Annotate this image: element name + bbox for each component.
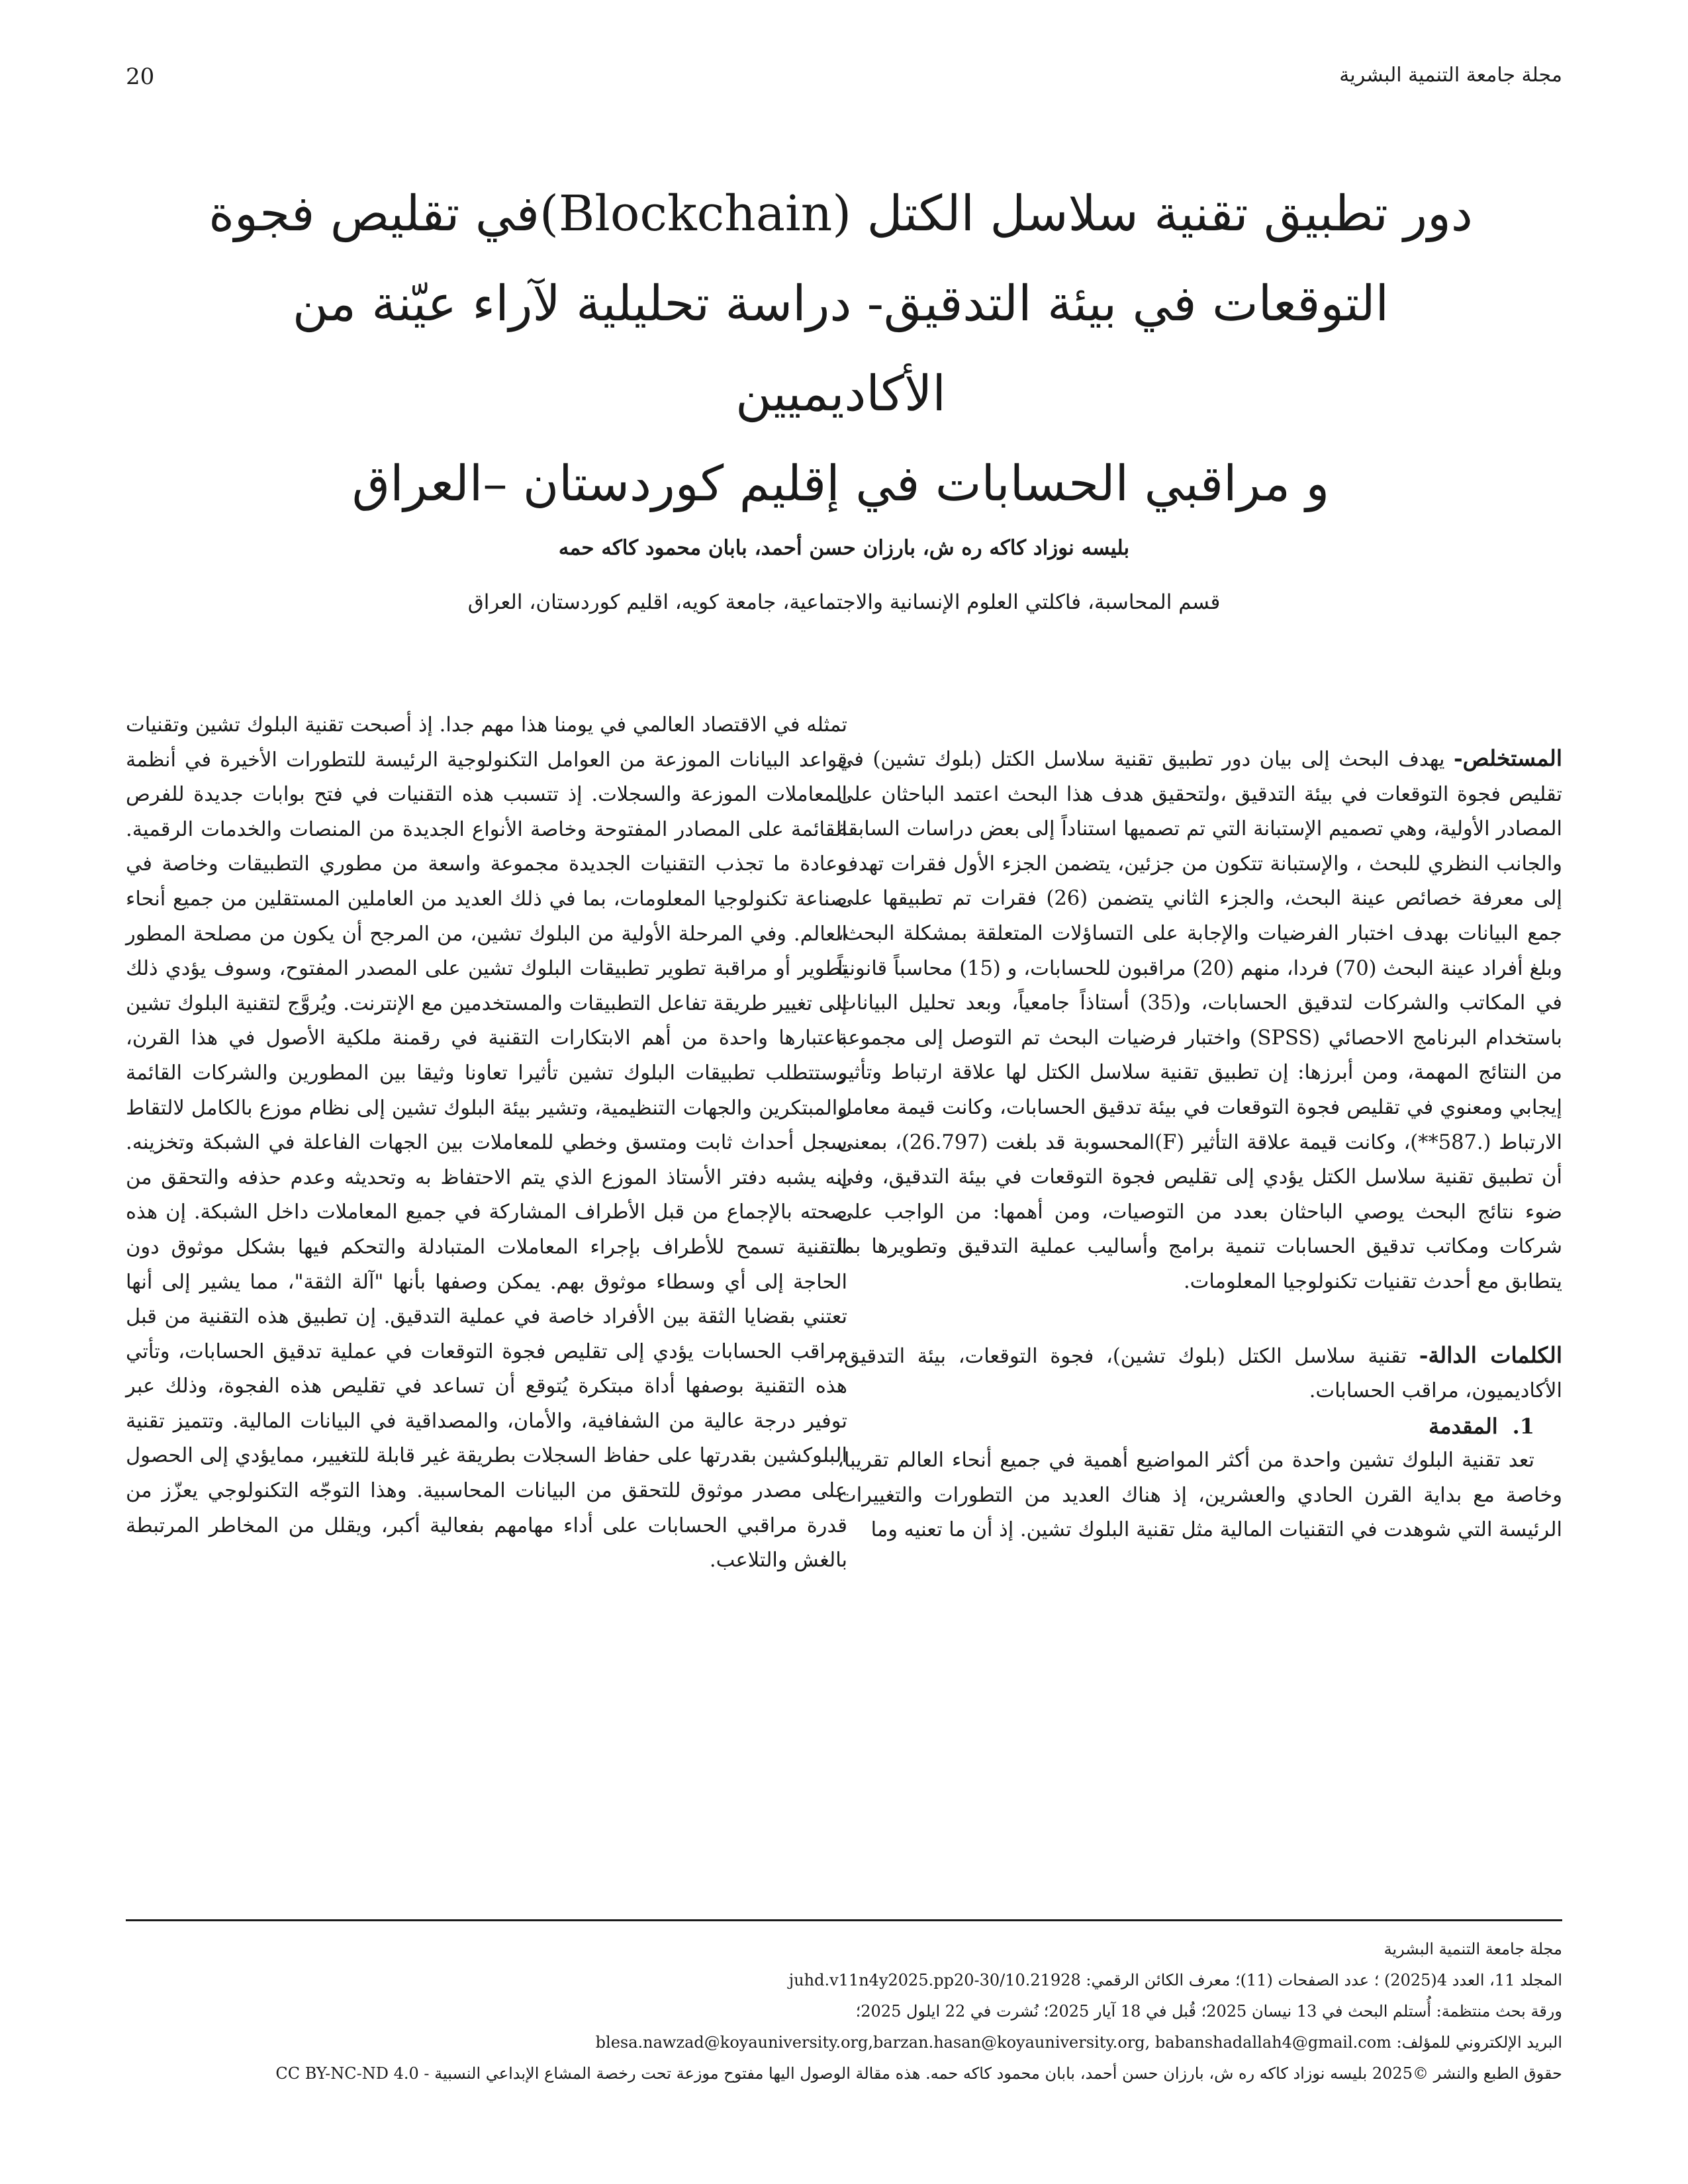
footer-emails: البريد الإلكتروني للمؤلف: blesa.nawzad@koyauniversity.org,barzan.hasan@koyauniversity.org, babanshadallah4@gmail.com bbox=[595, 2033, 1562, 2052]
footer-divider bbox=[126, 1919, 1562, 1921]
article-footer bbox=[126, 1934, 1562, 2089]
abstract-label: المستخلص- bbox=[1453, 745, 1562, 771]
running-header-journal: مجلة جامعة التنمية البشرية bbox=[1339, 64, 1562, 87]
title-line-2: التوقعات في بيئة التدقيق- دراسة تحليلية لآراء عيّنة من الأكاديميين bbox=[292, 275, 1389, 422]
footer-copyright: حقوق الطبع والنشر ©2025 بليسه نوزاد كاكه ره ش، بارزان حسن أحمد، بابان محمود كاكه حمه. هذه مقالة الوصول اليها مفتوح موزعة تحت رخصة المشاع الإبداعي النسبية - CC BY-NC-ND 4.0 bbox=[275, 2064, 1562, 2083]
left-column bbox=[126, 708, 847, 1578]
section-number: 1. bbox=[1512, 1413, 1534, 1439]
author-affiliation: قسم المحاسبة، فاكلتي العلوم الإنسانية والاجتماعية، جامعة كويه، اقليم كوردستان، العراق bbox=[467, 590, 1221, 614]
keywords-paragraph bbox=[837, 1338, 1562, 1409]
keywords-text: تقنية سلاسل الكتل (بلوك تشين)، فجوة التوقعات، بيئة التدقيق، الأكاديميون، مراقب الحسابات. bbox=[837, 1344, 1562, 1403]
author-list: بليسه نوزاد كاكه ره ش، بارزان حسن أحمد، بابان محمود كاكه حمه bbox=[558, 536, 1130, 560]
intro-paragraph-right: تعد تقنية البلوك تشين واحدة من أكثر المواضيع أهمية في جميع أنحاء العالم تقريبا، وخاصة مع بداية القرن الحادي والعشرين، إذ هناك العديد من التطورات والتغييرات الرئيسة التي شوهدت في التقنيات المالية مثل تقنية البلوك تشين. إذ أن ما تعنيه وما bbox=[837, 1449, 1562, 1542]
section-heading bbox=[837, 1409, 1562, 1444]
abstract-paragraph bbox=[837, 741, 1562, 1300]
article-title bbox=[185, 169, 1496, 529]
page-number: 20 bbox=[126, 64, 155, 90]
title-line-1: دور تطبيق تقنية سلاسل الكتل (Blockchain)في تقليص فجوة bbox=[209, 185, 1473, 242]
footer-dates: ورقة بحث منتظمة: أُستلم البحث في 13 نيسان 2025؛ قُبل في 18 آيار 2025؛ نُشرت في 22 ايلول 2025؛ bbox=[855, 2002, 1562, 2021]
right-column bbox=[837, 741, 1562, 1548]
intro-paragraph-left: تمثله في الاقتصاد العالمي في يومنا هذا مهم جدا. إذ أصبحت تقنية البلوك تشين وتقنيات قواعد البيانات الموزعة من العوامل التكنولوجية الرئيسة للتطورات الأخيرة في أنظمة المعاملات الموزعة والسجلات. إذ تتسبب هذه التقنيات في فتح بوابات جديدة للفرص القائمة على المصادر المفتوحة وخاصة الأنواع الجديدة من المنصات والخدمات الرقمية. وعادة ما تجذب التقنيات الجديدة مجموعة واسعة من مطوري التطبيقات وخاصة في صناعة تكنولوجيا المعلومات، بما في ذلك العديد من العاملين المستقلين من جميع أنحاء العالم. وفي المرحلة الأولية من البلوك تشين، من المرجح أن يكون من مصلحة المطور تطوير أو مراقبة تطوير تطبيقات البلوك تشين على المصدر المفتوح، وسوف يؤدي ذلك إلى تغيير طريقة تفاعل التطبيقات والمستخدمين مع الإنترنت. ويُروَّج لتقنية البلوك تشين باعتبارها واحدة من أهم الابتكارات التقنية في رقمنة ملكية الأصول في هذا القرن، وستتطلب تطبيقات البلوك تشين تأثيرا تعاونا وثيقا بين المطورين والشركات القائمة والمبتكرين والجهات التنظيمية، وتشير بيئة البلوك تشين إلى نظام موزع بالكامل لالتقاط سجل أحداث ثابت ومتسق وخطي للمعاملات بين الجهات الفاعلة في الشبكة وتخزينه. إنه يشبه دفتر الأستاذ الموزع الذي يتم الاحتفاظ به وتحديثه وعدم حذفه والتحقق من صحته بالإجماع من قبل الأطراف المشاركة في جميع المعاملات داخل الشبكة. إن هذه التقنية تسمح للأطراف بإجراء المعاملات المتبادلة والتحكم فيها بشكل موثوق دون الحاجة إلى أي وسطاء موثوق بهم. يمكن وصفها بأنها "آلة الثقة"، مما يشير إلى أنها تعتني بقضايا الثقة بين الأفراد خاصة في عملية التدقيق. إن تطبيق هذه التقنية من قبل مراقب الحسابات يؤدي إلى تقليص فجوة التوقعات في عملية تدقيق الحسابات، وتأتي هذه التقنية بوصفها أداة مبتكرة يُتوقع أن تساعد في تقليص هذه الفجوة، وذلك عبر توفير درجة عالية من الشفافية، والأمان، والمصداقية في البيانات المالية. وتتميز تقنية البلوكشين بقدرتها على حفاظ السجلات بطريقة غير قابلة للتغيير، ممايؤدي إلى الحصول على مصدر موثوق للتحقق من البيانات المحاسبية. وهذا التوجّه التكنولوجي يعزّز من قدرة مراقبي الحسابات على أداء مهامهم بفعالية أكبر، ويقلل من المخاطر المرتبطة بالغش والتلاعب. bbox=[126, 713, 847, 1572]
abstract-text: يهدف البحث إلى بيان دور تطبيق تقنية سلاسل الكتل (بلوك تشين) في تقليص فجوة التوقعات في بيئة التدقيق ،ولتحقيق هدف هذا البحث اعتمد الباحثان على المصادر الأولية، وهي تصميم الإستبانة التي تم تصميها استناداً إلى بعض دراسات السابقة والجانب النظري للبحث ، والإستبانة تتكون من جزئين، يتضمن الجزء الأول فقرات تهدف إلى معرفة خصائص عينة البحث، والجزء الثاني يتضمن (26) فقرات تم تطبيقها على جمع البيانات بهدف اختبار الفرضيات والإجابة على التساؤلات المتعلقة بمشكلة البحث، وبلغ أفراد عينة البحث (70) فردا، منهم (20) مراقبون للحسابات، و (15) محاسباً قانونياً في المكاتب والشركات لتدقيق الحسابات، و(35) أستاذاً جامعياً، وبعد تحليل البيانات باستخدام البرنامج الاحصائي (SPSS) واختبار فرضيات البحث تم التوصل إلى مجموعة من النتائج المهمة، ومن أبرزها: إن تطبيق تقنية سلاسل الكتل لها علاقة ارتباط وتأثير إيجابي ومعنوي في تقليص فجوة التوقعات في بيئة تدقيق الحسابات، وكانت قيمة معامل الارتباط (.587**)، وكانت قيمة علاقة التأثير (F)المحسوبة قد بلغت (26.797)، بمعنى أن تطبيق تقنية سلاسل الكتل يؤدي إلى تقليص فجوة التوقعات في بيئة التدقيق، وفي ضوء نتائج البحث يوصي الباحثان بعدد من التوصيات، ومن أهمها: من الواجب على شركات ومكاتب تدقيق الحسابات تنمية برامج وأساليب عملية التدقيق وتطويرها بما يتطابق مع أحدث تقنيات تكنولوجيا المعلومات. bbox=[837, 748, 1563, 1293]
keywords-label: الكلمات الدالة- bbox=[1419, 1342, 1562, 1368]
footer-journal: مجلة جامعة التنمية البشرية bbox=[1383, 1940, 1562, 1958]
section-title: المقدمة bbox=[1429, 1413, 1498, 1439]
title-line-3: و مراقبي الحسابات في إقليم كوردستان –العراق bbox=[352, 455, 1330, 512]
footer-volume-doi: المجلد 11، العدد 4(2025) ؛ عدد الصفحات (11)؛ معرف الكائن الرقمي: 10.21928/juhd.v11n4y2025.pp20-30 bbox=[788, 1971, 1562, 1989]
